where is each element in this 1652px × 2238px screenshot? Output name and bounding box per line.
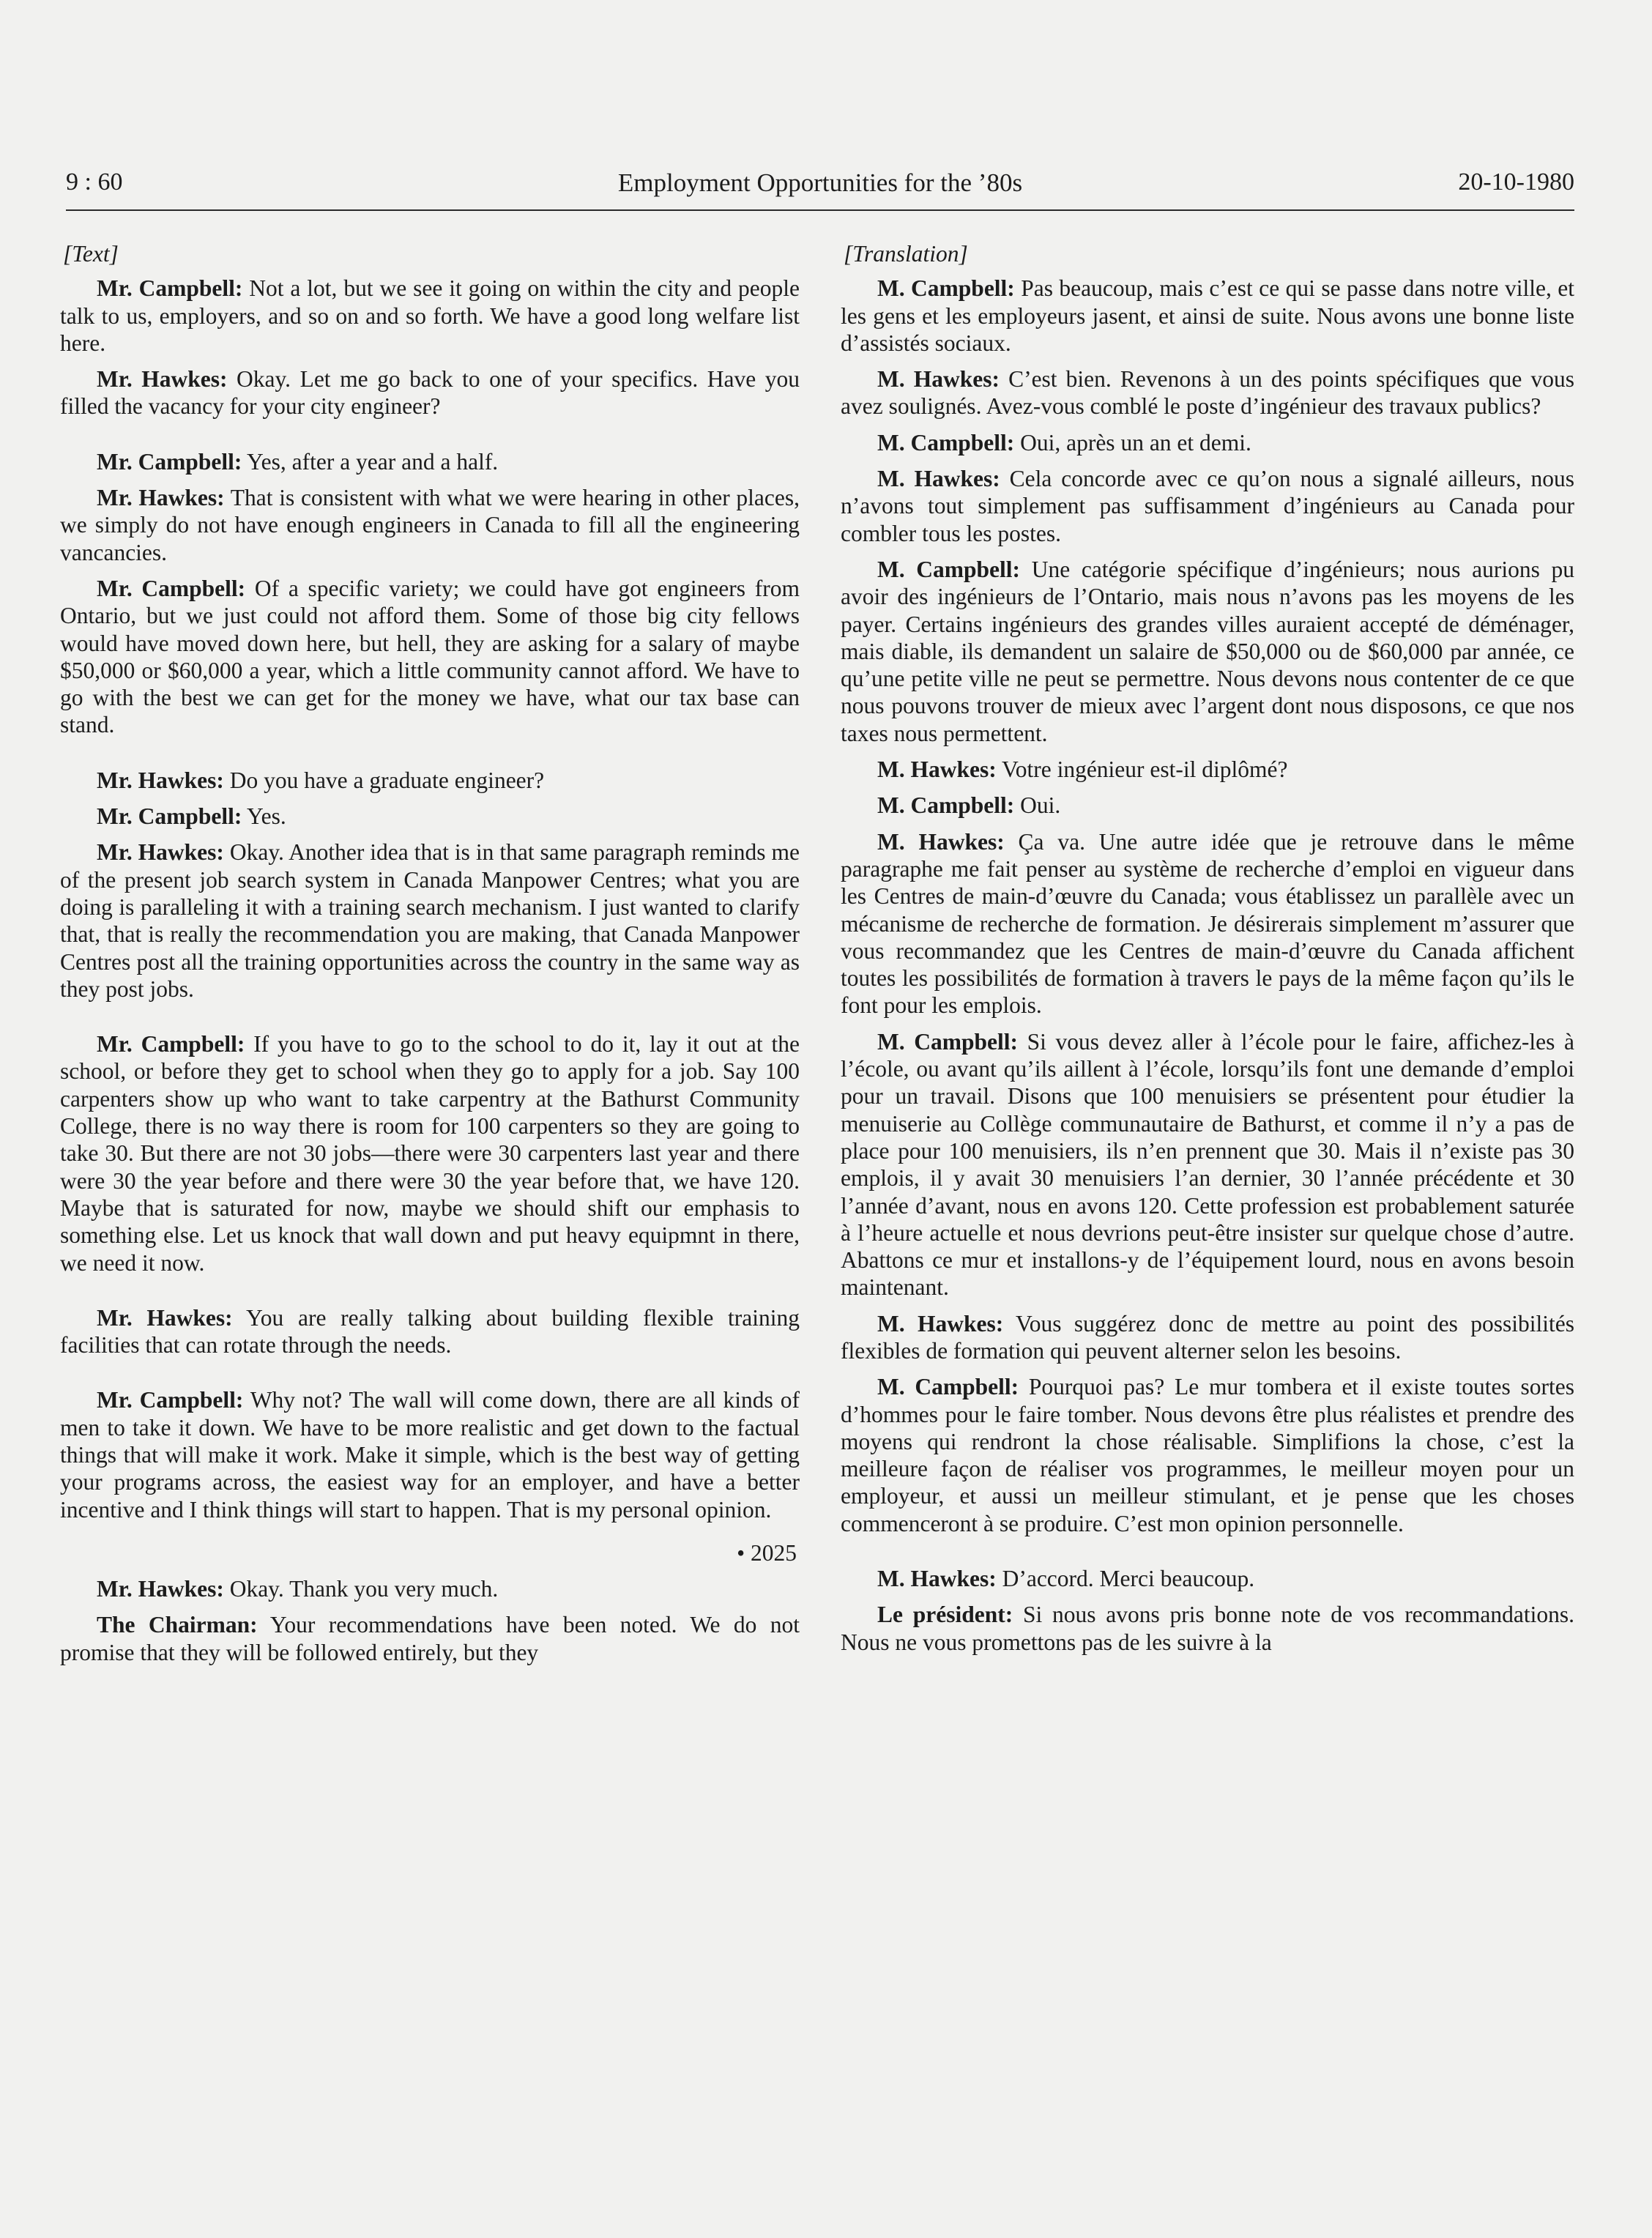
speaker-name: M. Campbell: xyxy=(877,429,1015,456)
paragraph xyxy=(60,448,800,475)
speaker-name: M. Campbell: xyxy=(877,275,1015,302)
header-date: 20-10-1980 xyxy=(1458,168,1574,196)
speech-text: D’accord. Merci beaucoup. xyxy=(996,1566,1255,1592)
speech-text: Ça va. Une autre idée que je retrouve dans le même paragraphe me fait penser au système de recherche d’emploi en vigueur dans les Centres de main-d’œuvre du Canada; vous établissez un parallèle avec un mécanisme de recherche de formation. Je désirerais simplement m’assurer que vous recommandez que les Centres de main-d’œuvre du Canada affichent toutes les possibilités de formation à travers le pays de la même façon qu’ils le font pour les emplois. xyxy=(841,828,1575,1019)
speech-text: Cela concorde avec ce qu’on nous a signalé ailleurs, nous n’avons tout simplement pas suffisamment d’ingénieurs au Canada pour combler tous les postes. xyxy=(841,466,1574,546)
paragraph xyxy=(60,1611,800,1666)
speaker-name: M. Hawkes: xyxy=(877,1310,1004,1337)
running-title: Employment Opportunities for the ’80s xyxy=(617,168,1023,197)
speech-text: Pourquoi pas? Le mur tombera et il existe toutes sortes d’hommes pour le faire tomber. Nous devons être plus réalistes et prendre des moyens qui rendront la chose réalisable. Simplifions la chose, c’est la meilleure façon de réaliser vos programmes, le meilleur moyen pour un employeur, et aussi un meilleur stimulant, et je pense que les choses commenceront à se produire. C’est mon opinion personnelle. xyxy=(841,1374,1574,1536)
paragraph xyxy=(841,465,1574,547)
page-header xyxy=(66,166,1574,211)
speech-text: Okay. Thank you very much. xyxy=(223,1576,499,1602)
speech-text: Okay. Let me go back to one of your specifics. Have you filled the vacancy for your city engineer? xyxy=(60,366,800,420)
speaker-name: Mr. Hawkes: xyxy=(97,1304,233,1331)
speech-text: Si nous avons pris bonne note de vos recommandations. Nous ne vous promettons pas de les suivre à la xyxy=(841,1602,1574,1655)
paragraph xyxy=(60,484,800,566)
speaker-name: M. Campbell: xyxy=(877,1374,1019,1400)
speaker-name: M. Hawkes: xyxy=(877,466,1000,492)
speech-text: Yes. xyxy=(242,803,286,830)
paragraph xyxy=(841,1373,1574,1537)
speaker-name: M. Hawkes: xyxy=(877,828,1005,855)
paragraph xyxy=(60,365,800,420)
paragraph xyxy=(60,1304,800,1359)
speech-text: Your recommendations have been noted. We do not promise that they will be followed entirely, but they xyxy=(60,1612,800,1665)
speaker-name: Mr. Hawkes: xyxy=(97,366,228,393)
speech-text: Oui. xyxy=(1014,792,1061,819)
paragraph xyxy=(841,756,1574,783)
speaker-name: Mr. Hawkes: xyxy=(97,839,224,866)
paragraph xyxy=(841,1601,1574,1656)
speaker-name: Mr. Campbell: xyxy=(97,803,242,830)
paragraph xyxy=(841,429,1574,456)
speaker-name: Mr. Hawkes: xyxy=(97,767,224,793)
paragraph xyxy=(60,1386,800,1523)
paragraph xyxy=(841,365,1574,420)
speech-text: Pas beaucoup, mais c’est ce qui se passe dans notre ville, et les gens et les employeurs jasent, et ainsi de suite. Nous avons une bonne liste d’assistés sociaux. xyxy=(841,275,1574,356)
speaker-name: M. Hawkes: xyxy=(877,366,1000,393)
speaker-name: M. Hawkes: xyxy=(877,756,997,783)
french-column xyxy=(841,233,1574,1665)
paragraph xyxy=(841,556,1574,747)
speech-text: Vous suggérez donc de mettre au point des possibilités flexibles de formation qui peuvent alterner selon les besoins. xyxy=(841,1310,1575,1364)
speaker-name: Mr. Campbell: xyxy=(97,1387,244,1413)
page-number: 9 : 60 xyxy=(66,168,123,196)
speech-text: C’est bien. Revenons à un des points spécifiques que vous avez soulignés. Avez-vous comblé le poste d’ingénieur des travaux publics? xyxy=(841,366,1574,420)
time-marker: • 2025 xyxy=(737,1539,797,1566)
speech-text: Votre ingénieur est-il diplômé? xyxy=(996,756,1288,783)
speech-text: Not a lot, but we see it going on within the city and people talk to us, employers, and so on and so forth. We have a good long welfare list here. xyxy=(60,275,800,356)
speaker-name: M. Campbell: xyxy=(877,1028,1018,1055)
speech-text: Une catégorie spécifique d’ingénieurs; nous aurions pu avoir des ingénieurs de l’Ontario, mais nous n’avons pas les moyens de les payer. Certains ingénieurs des grandes villes auraient accepté de déménager, mais diable, ils demandent un salaire de $50,000 ou de $60,000 par année, ce qu’une petite ville ne peut se permettre. Nous devons nous contenter de ce que nous pouvons trouver de mieux avec l’argent dont nous disposons, ce que nos taxes nous permettent. xyxy=(841,556,1574,746)
speaker-name: M. Campbell: xyxy=(877,792,1015,819)
speaker-name: Mr. Campbell: xyxy=(97,575,246,601)
english-column xyxy=(60,233,800,1675)
speaker-name: Mr. Hawkes: xyxy=(97,1576,224,1602)
speaker-name: Le président: xyxy=(877,1602,1013,1628)
speaker-name: M. Campbell: xyxy=(877,556,1021,582)
speaker-name: Mr. Campbell: xyxy=(97,275,243,302)
paragraph xyxy=(60,1030,800,1276)
speaker-name: The Chairman: xyxy=(97,1612,258,1638)
speech-text: If you have to go to the school to do it, lay it out at the school, or before they get to school when they go to apply for a job. Say 100 carpenters show up who want to take carpentry at the Bathurst Community College, there is no way there is room for 100 carpenters so they are going to take 30. But there are not 30 jobs—there were 30 carpenters last year and there were 30 the year before and there were 30 the year before that, we have 120. Maybe that is saturated for now, maybe we should shift our emphasis to something else. Let us knock that wall down and put heavy equipmnt in there, we need it now. xyxy=(60,1031,800,1276)
paragraph xyxy=(60,839,800,1003)
paragraph xyxy=(60,767,800,794)
language-tag: [Text] xyxy=(63,241,119,267)
speech-text: You are really talking about building flexible training facilities that can rotate through the needs. xyxy=(60,1304,800,1358)
paragraph xyxy=(841,1028,1574,1301)
paragraph xyxy=(841,1565,1574,1592)
speaker-name: Mr. Hawkes: xyxy=(97,485,225,511)
speech-text: Why not? The wall will come down, there are all kinds of men to take it down. We have to be more realistic and get down to the factual things that will make it work. Make it simple, which is the best way of getting your programs across, the easiest way for an employer, and have a better incentive and I think things will start to happen. That is my personal opinion. xyxy=(60,1387,800,1523)
speech-text: Oui, après un an et demi. xyxy=(1014,429,1251,456)
paragraph xyxy=(841,792,1574,819)
paragraph xyxy=(841,828,1574,1019)
speaker-name: M. Hawkes: xyxy=(877,1566,997,1592)
paragraph xyxy=(841,275,1574,357)
speaker-name: Mr. Campbell: xyxy=(97,448,242,475)
speech-text: Yes, after a year and a half. xyxy=(242,448,499,475)
speech-text: Do you have a graduate engineer? xyxy=(223,767,545,793)
language-tag: [Translation] xyxy=(844,241,968,267)
speech-text: Okay. Another idea that is in that same paragraph reminds me of the present job search system in Canada Manpower Centres; what you are doing is paralleling it with a training search mechanism. I just wanted to clarify that, that is really the recommendation you are making, that Canada Manpower Centres post all the training opportunities across the country in the same way as they post jobs. xyxy=(60,839,800,1002)
paragraph xyxy=(60,1575,800,1602)
speaker-name: Mr. Campbell: xyxy=(97,1031,245,1057)
paragraph xyxy=(841,1310,1574,1365)
speech-text: That is consistent with what we were hearing in other places, we simply do not have enough engineers in Canada to fill all the engineering vancancies. xyxy=(60,485,800,565)
paragraph xyxy=(60,575,800,739)
speech-text: Si vous devez aller à l’école pour le faire, affichez-les à l’école, ou avant qu’ils aillent à l’école, lorsqu’ils font une demande d’emploi pour un travail. Disons que 100 menuisiers se présentent pour étudier la menuiserie au Collège communautaire de Bathurst, et comme il n’y a pas de place pour 100 menuisiers, ils n’en prennent que 30. Mais il n’existe pas 30 emplois, il y avait 30 menuisiers l’an dernier, 30 l’année précédente et 30 l’année d’avant, nous en avons 120. Cette profession est probablement saturée à l’heure actuelle et nous devrions peut-être insister sur quelque chose d’autre. Abattons ce mur et installons-y de l’équipement lourd, nous en avons besoin maintenant. xyxy=(841,1028,1575,1301)
speech-text: Of a specific variety; we could have got engineers from Ontario, but we just could not afford them. Some of those big city fellows would have moved down here, but hell, they are asking for a salary of maybe $50,000 or $60,000 a year, which a little community cannot afford. We have to go with the best we can get for the money we have, what our tax base can stand. xyxy=(60,575,800,738)
paragraph xyxy=(60,803,800,830)
paragraph xyxy=(60,275,800,357)
